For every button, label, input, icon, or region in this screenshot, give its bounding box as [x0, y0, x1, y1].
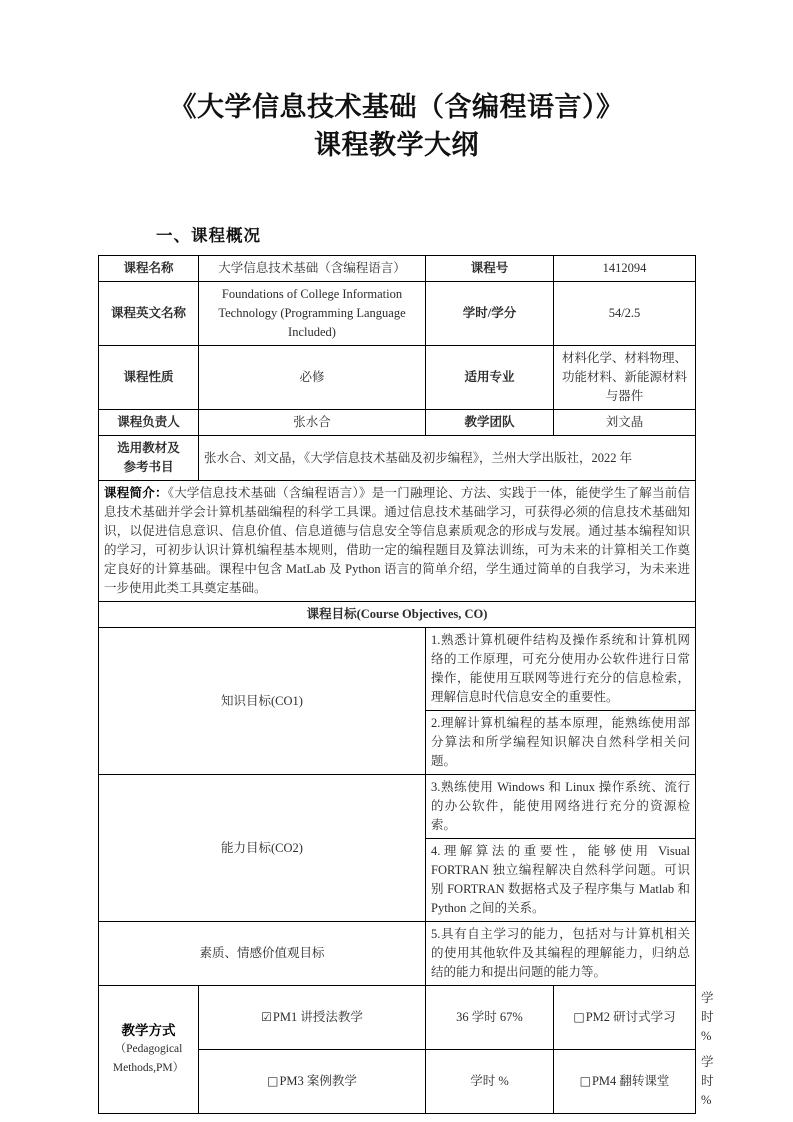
value-course-leader: 张水合 — [199, 410, 426, 436]
label-pedagogical-methods-cn: 教学方式 — [121, 1023, 176, 1038]
document-title-line1: 《大学信息技术基础（含编程语言）》 — [169, 92, 624, 122]
pedagogical-method-pm4-label: PM4 翻转课堂 — [591, 1074, 670, 1088]
table-row-objective-co2-item1 — [99, 775, 696, 839]
pedagogical-method-pm2-label: PM2 研讨式学习 — [585, 1010, 676, 1024]
value-textbook-references: 张水合、刘文晶，《大学信息技术基础及初步编程》，兰州大学出版社，2022 年 — [199, 436, 696, 481]
course-introduction-text: 《大学信息技术基础（含编程语言）》是一门融理论、方法、实践于一体，能使学生了解当前信息技术基础并学会计算机基础编程的科学工具课。通过信息技术基础学习，可获得必须的信息技术基础知识，以促进信息意识、信息价值、信息道德与信息安全等信息素质观念的形成与发展。通过基本编程知识的学习，可初步认识计算机编程基本规则，借助一定的编程题目及算法训练，可为未来的计算相关工作奠定良好的计算基础。课程中包含 MatLab 及 Python 语言的简单介绍，学生通过简单的自我学习，为未来进一步使用此类工具奠定基础。 — [104, 486, 690, 595]
table-row-textbook — [99, 436, 696, 481]
pedagogical-method-pm1-label: PM1 讲授法教学 — [272, 1010, 363, 1024]
checkbox-unchecked-icon[interactable]: □ — [267, 1074, 279, 1088]
label-applicable-majors: 适用专业 — [426, 346, 554, 410]
pedagogical-method-pm4[interactable] — [554, 1050, 696, 1114]
course-introduction-lead: 课程简介： — [104, 486, 168, 500]
pedagogical-method-pm1[interactable] — [199, 986, 426, 1050]
label-course-leader: 课程负责人 — [99, 410, 199, 436]
value-course-english-name: Foundations of College Information Technology (Programming Language Included) — [199, 282, 426, 346]
label-course-nature: 课程性质 — [99, 346, 199, 410]
table-row-pedagogical-methods-2: □PM3 案例教学 学时 % □PM4 翻转课堂 学时 % — [99, 1050, 696, 1114]
objective-co2-item-1: 3.熟练使用 Windows 和 Linux 操作系统、流行的办公软件，能使用网络进行充分的资源检索。 — [426, 775, 696, 839]
label-textbook-references — [99, 436, 199, 481]
label-pedagogical-methods-en-line2: Methods,PM） — [112, 1062, 185, 1074]
table-row-objectives-header — [99, 602, 696, 628]
value-applicable-majors: 材料化学、材料物理、功能材料、新能源材料与器件 — [554, 346, 696, 410]
value-course-name: 大学信息技术基础（含编程语言） — [199, 256, 426, 282]
checkbox-unchecked-icon[interactable]: □ — [573, 1010, 585, 1024]
value-course-nature: 必修 — [199, 346, 426, 410]
objective-co1-item-1: 1.熟悉计算机硬件结构及操作系统和计算机网络的工作原理，可充分使用办公软件进行日常操作，能使用互联网等进行充分的信息检索，理解信息时代信息安全的重要性。 — [426, 628, 696, 711]
label-quality-emotional-values-objective: 素质、情感价值观目标 — [99, 922, 426, 986]
course-syllabus-table-container — [0, 246, 793, 1114]
objective-co2-item-2: 4.理解算法的重要性，能够使用 Visual FORTRAN 独立编程解决自然科学问题。可识别 FORTRAN 数据格式及子程序集与 Matlab 和 Python 之间的关系。 — [426, 839, 696, 922]
course-syllabus-table — [98, 255, 714, 1114]
pedagogical-method-pm3-label: PM3 案例教学 — [279, 1074, 357, 1088]
table-row-course-intro — [99, 481, 696, 602]
course-objectives-header: 课程目标(Course Objectives, CO) — [99, 602, 696, 628]
value-teaching-team: 刘文晶 — [554, 410, 696, 436]
pedagogical-method-pm3-hours: 学时 % — [426, 1050, 554, 1114]
section-heading-course-overview: 一、课程概况 — [156, 226, 261, 245]
course-introduction-cell — [99, 481, 696, 602]
label-pedagogical-methods — [99, 986, 199, 1114]
table-row-course-name — [99, 256, 696, 282]
table-row-english-name — [99, 282, 696, 346]
value-hours-credits: 54/2.5 — [554, 282, 696, 346]
label-ability-objective-co2: 能力目标(CO2) — [99, 775, 426, 922]
table-row-course-nature — [99, 346, 696, 410]
label-course-name: 课程名称 — [99, 256, 199, 282]
pedagogical-method-pm2[interactable] — [554, 986, 696, 1050]
document-title — [0, 0, 793, 164]
label-pedagogical-methods-en-line1: （Pedagogical — [114, 1043, 183, 1055]
checkbox-unchecked-icon[interactable]: □ — [579, 1074, 591, 1088]
label-teaching-team: 教学团队 — [426, 410, 554, 436]
label-textbook-line1: 选用教材及 — [117, 441, 180, 455]
value-course-number: 1412094 — [554, 256, 696, 282]
label-textbook-line2: 参考书目 — [123, 460, 174, 474]
checkbox-checked-icon[interactable]: ☑ — [261, 1010, 272, 1024]
pedagogical-method-pm1-hours: 36 学时 67% — [426, 986, 554, 1050]
objective-co1-item-2: 2.理解计算机编程的基本原理，能熟练使用部分算法和所学编程知识解决自然科学相关问题。 — [426, 711, 696, 775]
label-course-number: 课程号 — [426, 256, 554, 282]
table-row-pedagogical-methods-1: 教学方式 （Pedagogical Methods,PM） ☑PM1 讲授法教学 36 学时 67% □PM2 研讨式学习 学时 % — [99, 986, 696, 1050]
document-title-line2: 课程教学大纲 — [314, 130, 479, 160]
objective-quality-item-1: 5.具有自主学习的能力，包括对与计算机相关的使用其他软件及其编程的理解能力，归纳总结的能力和提出问题的能力等。 — [426, 922, 696, 986]
pedagogical-method-pm3[interactable] — [199, 1050, 426, 1114]
label-hours-credits: 学时/学分 — [426, 282, 554, 346]
label-course-english-name: 课程英文名称 — [99, 282, 199, 346]
table-row-objective-co1-item1 — [99, 628, 696, 711]
table-row-objective-quality — [99, 922, 696, 986]
label-knowledge-objective-co1: 知识目标(CO1) — [99, 628, 426, 775]
table-row-course-leader — [99, 410, 696, 436]
